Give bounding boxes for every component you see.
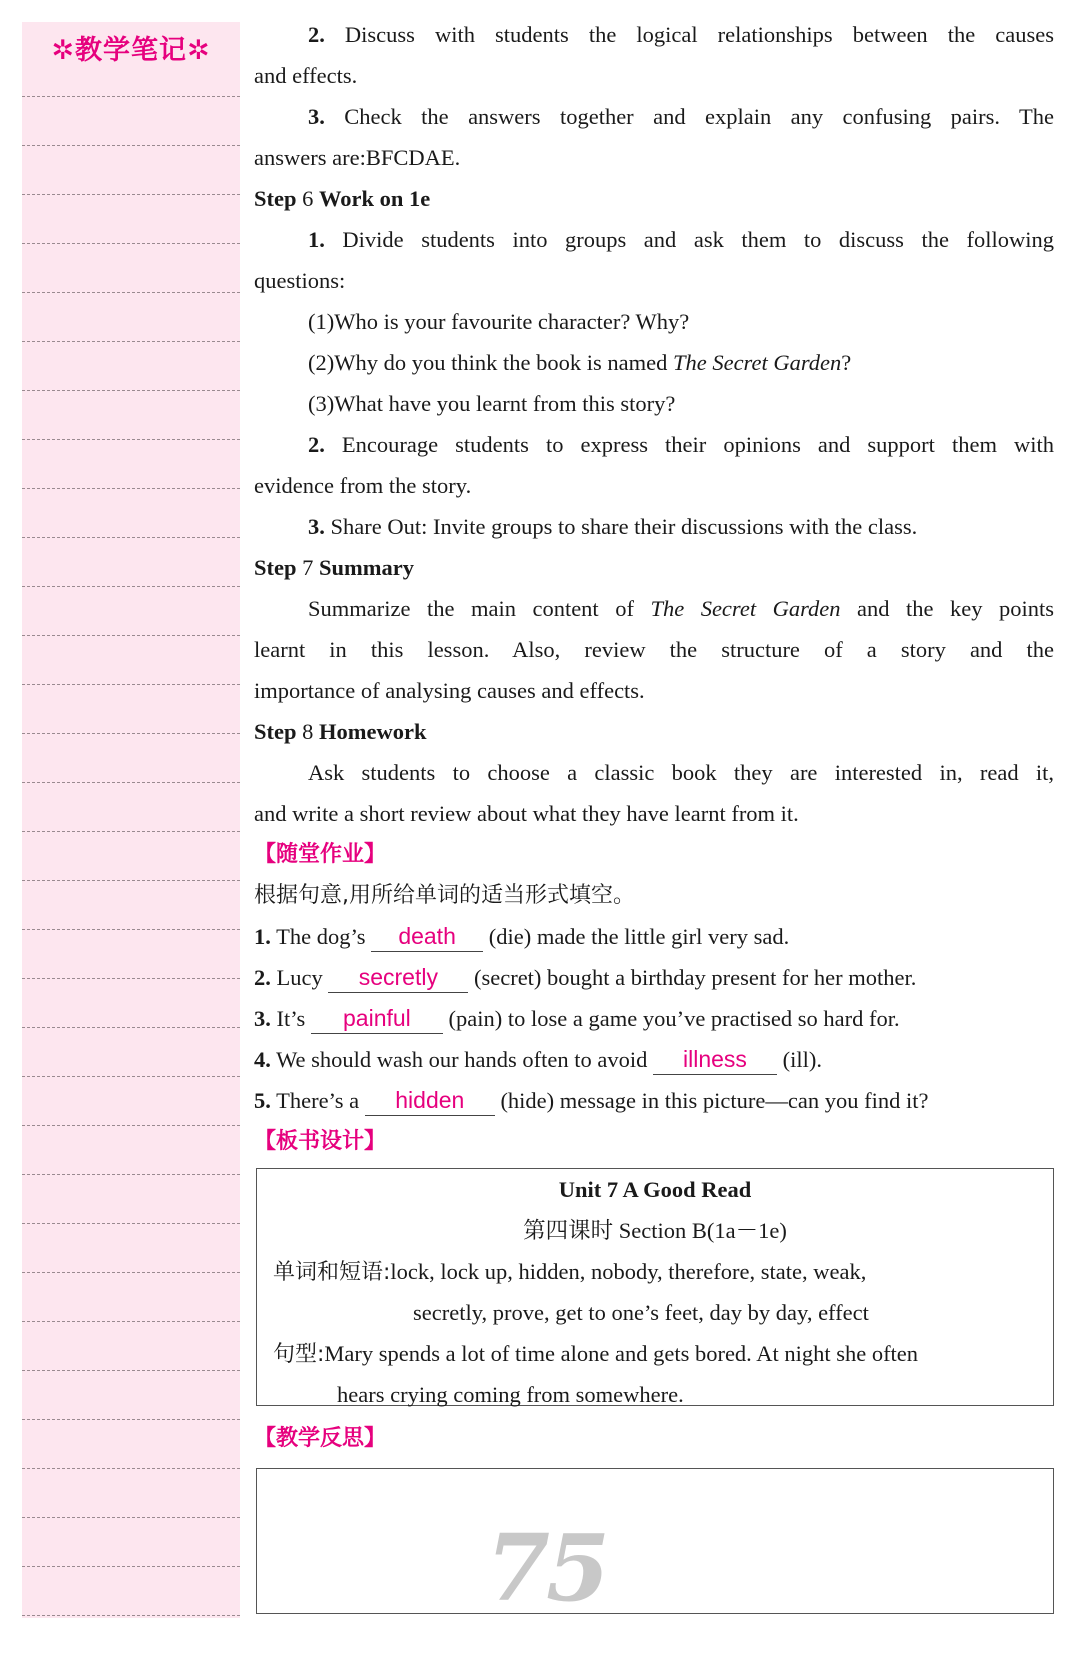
- board-subtitle: 第四课时 Section B(1a－1e): [523, 1218, 787, 1243]
- note-line: [22, 1174, 240, 1175]
- paragraph-line: Summarize the main content of The Secret Garden and the key points: [308, 596, 1054, 621]
- note-line: [22, 1468, 240, 1469]
- note-line: [22, 1076, 240, 1077]
- note-line: [22, 880, 240, 881]
- question-line: (3)What have you learnt from this story?: [308, 391, 676, 416]
- paragraph-line: 2. Discuss with students the logical relationships between the causes: [308, 22, 1054, 47]
- exercise-item: 1. The dog’s death (die) made the little girl very sad.: [254, 916, 1054, 957]
- note-line: [22, 1419, 240, 1420]
- answer-blank: death: [371, 921, 483, 952]
- board-vocab-line: secretly, prove, get to one’s feet, day by day, effect: [413, 1300, 869, 1325]
- note-line: [22, 1517, 240, 1518]
- note-line: [22, 1272, 240, 1273]
- board-title: Unit 7 A Good Read: [558, 1177, 752, 1202]
- board-design-box: [256, 1168, 1054, 1406]
- note-line: [22, 341, 240, 342]
- paragraph-line: evidence from the story.: [254, 473, 472, 498]
- paragraph-line: Ask students to choose a classic book they are interested in, read it,: [308, 760, 1054, 785]
- answer-blank: painful: [311, 1003, 443, 1034]
- answer-blank: secretly: [328, 962, 468, 993]
- note-line: [22, 1321, 240, 1322]
- paragraph-line: and write a short review about what they have learnt from it.: [254, 801, 799, 826]
- note-line: [22, 831, 240, 832]
- exercise-item: 5. There’s a hidden (hide) message in this picture—can you find it?: [254, 1080, 1054, 1121]
- sidebar-title: ✲教学笔记✲: [51, 35, 211, 66]
- note-line: [22, 145, 240, 146]
- paragraph-line: 3. Share Out: Invite groups to share their discussions with the class.: [308, 514, 918, 539]
- lesson-content: [254, 14, 1054, 1162]
- note-line: [22, 929, 240, 930]
- note-line: [22, 1566, 240, 1567]
- paragraph-line: answers are:BFCDAE.: [254, 145, 461, 170]
- note-line: [22, 635, 240, 636]
- question-line: (2)Why do you think the book is named The Secret Garden?: [308, 350, 852, 375]
- note-line: [22, 684, 240, 685]
- note-line: [22, 537, 240, 538]
- answer-blank: illness: [653, 1044, 777, 1075]
- paragraph-line: importance of analysing causes and effects.: [254, 678, 645, 703]
- paragraph-line: and effects.: [254, 63, 358, 88]
- page-number: 75: [486, 1514, 607, 1622]
- note-line: [22, 586, 240, 587]
- step-heading: Step 6 Work on 1e: [254, 186, 431, 211]
- note-line: [22, 1125, 240, 1126]
- paragraph-line: 2. Encourage students to express their opinions and support them with: [308, 432, 1054, 457]
- note-line: [22, 439, 240, 440]
- board-pattern-line: 句型:Mary spends a lot of time alone and gets bored. At night she often: [273, 1341, 919, 1367]
- reflection-box: [256, 1468, 1054, 1622]
- note-line: [22, 1615, 240, 1616]
- exercise-heading: 【随堂作业】: [254, 842, 387, 867]
- note-line: [22, 978, 240, 979]
- notes-sidebar: [22, 22, 240, 1618]
- exercise-item: 2. Lucy secretly (secret) bought a birthday present for her mother.: [254, 957, 1054, 998]
- note-line: [22, 488, 240, 489]
- exercise-item: 4. We should wash our hands often to avoid illness (ill).: [254, 1039, 1054, 1080]
- note-line: [22, 733, 240, 734]
- paragraph-line: questions:: [254, 268, 346, 293]
- reflection-heading: 【教学反思】: [254, 1426, 387, 1451]
- note-line: [22, 96, 240, 97]
- step-heading: Step 7 Summary: [254, 555, 415, 580]
- note-line: [22, 1370, 240, 1371]
- note-line: [22, 782, 240, 783]
- board-pattern-line: hears crying coming from somewhere.: [337, 1382, 684, 1407]
- note-line: [22, 1223, 240, 1224]
- note-line: [22, 1027, 240, 1028]
- note-line: [22, 390, 240, 391]
- board-heading: 【板书设计】: [254, 1129, 387, 1154]
- answer-blank: hidden: [365, 1085, 495, 1116]
- step-heading: Step 8 Homework: [254, 719, 427, 744]
- note-line: [22, 292, 240, 293]
- paragraph-line: learnt in this lesson. Also, review the structure of a story and the: [254, 637, 1054, 662]
- note-line: [22, 194, 240, 195]
- board-vocab-line: 单词和短语:lock, lock up, hidden, nobody, therefore, state, weak,: [273, 1259, 867, 1285]
- paragraph-line: 1. Divide students into groups and ask them to discuss the following: [308, 227, 1054, 252]
- note-line: [22, 243, 240, 244]
- exercise-item: 3. It’s painful (pain) to lose a game you’ve practised so hard for.: [254, 998, 1054, 1039]
- exercise-instruction: 根据句意,用所给单词的适当形式填空。: [254, 883, 635, 908]
- question-line: (1)Who is your favourite character? Why?: [308, 309, 690, 334]
- paragraph-line: 3. Check the answers together and explain any confusing pairs. The: [308, 104, 1054, 129]
